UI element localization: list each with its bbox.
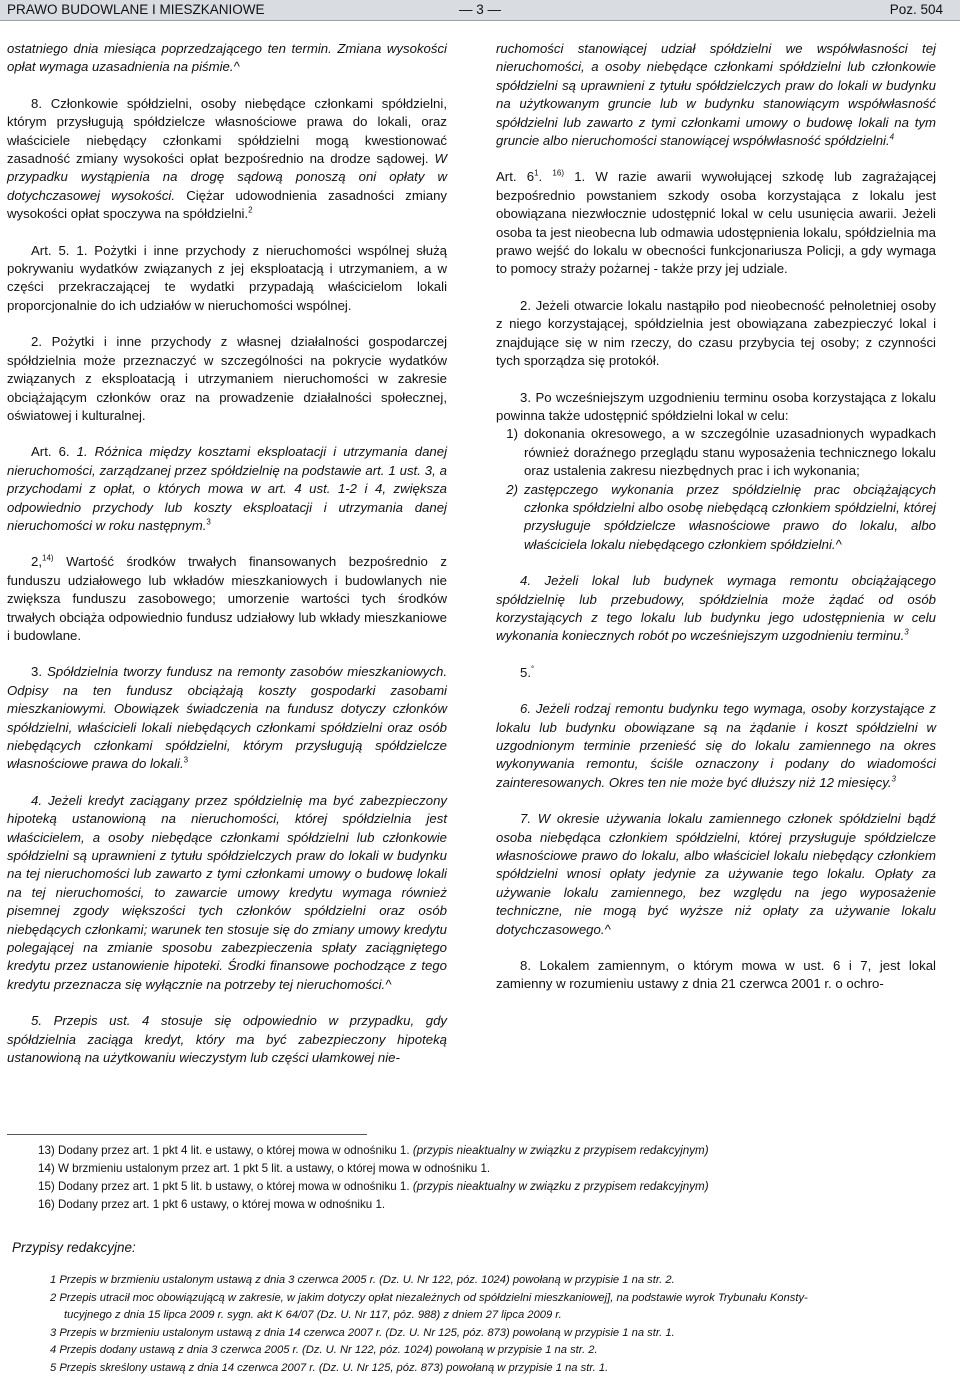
paragraph: ruchomości stanowiącej udział spółdzielni we współwłasności tej nieruchomości, a osoby niebędące członkami spółdzielni lub członkowie spółdzielni są uprawnieni z tytułu spółdzielczych praw do lokali w budynku na użytkowanym gruncie lub w budynku stanowiącym współwłasność spółdzielni lub zawarto z tymi członkami umowy o budowę lokali na tym gruncie albo nieruchomości stanowiącej współwłasność spółdzielni.$^4$: [496, 41, 936, 149]
footnote: 13) Dodany przez art. 1 pkt 4 lit. e ustawy, o której mowa w odnośniku 1. (przypis nieaktualny w związku z przypisem redakcyjnym): [38, 1144, 709, 1157]
footnote-ref: 14): [42, 553, 54, 563]
paragraph: 7. W okresie używania lokalu zamiennego członek spółdzielni bądź osoba niebędąca członkiem spółdzielni, której przysługuje spółdzielcze własnościowe prawo do lokalu, albo właściciel lokalu niebędący członkiem spółdzielni wnosi opłaty jedynie za używanie tego lokalu. Opłaty za używanie lokalu zamiennego, bez względu na jego wyposażenie techniczne, nie mogą być wyższe niż opłaty za używanie lokalu dotychczasowego.^: [496, 811, 936, 937]
page-header: [0, 0, 960, 21]
editorial-note: 1 Przepis w brzmieniu ustalonym ustawą z dnia 3 czerwca 2005 r. (Dz. U. Nr 122, póz. 1024) powołaną w przypisie 1 na str. 2.: [50, 1274, 675, 1286]
editorial-note: 2 Przepis utracił moc obowiązującą w zakresie, w jakim dotyczy opłat niezależnych od spółdzielni mieszkaniowej], na podstawie wyrok Trybunału Konsty-: [50, 1291, 808, 1304]
footnote-ref: 2: [248, 205, 253, 215]
footnotes: [38, 1142, 938, 1214]
footnote: 15) Dodany przez art. 1 pkt 5 lit. b ustawy, o której mowa w odnośniku 1. (przypis nieaktualny w związku z przypisem redakcyjnym): [38, 1180, 709, 1193]
footnote-ref: 3: [891, 774, 896, 784]
paragraph: 3. Po wcześniejszym uzgodnieniu terminu osoba korzystająca z lokalu powinna także udostępnić spółdzielni lokal w celu:: [496, 389, 936, 423]
footnote-ref: 3: [904, 627, 909, 637]
paragraph: 8. Członkowie spółdzielni, osoby niebędące członkami spółdzielni, którym przysługują spółdzielcze własnościowe prawa do lokali, oraz właściciele niebędący członkami spółdzielni mogą kwestionować zasadność zmiany wysokości opłat bezpośrednio na drodze sądowej. W przypadku wystąpienia na drogę sądową ponoszą oni opłaty w dotychczasowej wysokości. Ciężar udowodnienia zasadności zmiany wysokości opłat spoczywa na spółdzielni.$^2$: [7, 95, 447, 222]
paragraph: 8. Lokalem zamiennym, o którym mowa w ust. 6 i 7, jest lokal zamienny w rozumieniu ustawy z dnia 21 czerwca 2001 r. o ochro-: [496, 958, 936, 992]
page-number: — 3 —: [458, 2, 501, 17]
editorial-note: 5 Przepis skreślony ustawą z dnia 14 czerwca 2007 r. (Dz. U. Nr 125, póz. 873) powołaną w przypisie 1 na str. 1.: [50, 1361, 609, 1374]
footnote-divider: [7, 1134, 367, 1135]
position-number: Poz. 504: [889, 2, 943, 17]
editorial-note-continuation: tucyjnego z dnia 15 lipca 2009 r. sygn. akt K 64/07 (Dz. U. Nr 117, póz. 988) z dniem 27 lipca 2009 r.: [64, 1309, 562, 1322]
article-6-1: Art. $6^1$. $^{16)}$ 1. W razie awarii wywołującej szkodę lub zagrażającej bezpośrednio powstaniem szkody osoba korzystająca z lokalu jest obowiązana niezwłocznie udostępnić lokal w celu usunięcia awarii. Jeżeli osoba ta jest nieobecna lub odmawia udostępnienia lokalu, spółdzielnia ma prawo wejść do lokalu w obecności funkcjonariusza Policji, a gdy wymaga to pomocy straży pożarnej - także przy jej udziale.: [496, 169, 936, 277]
footnote-ref: 3: [206, 517, 211, 527]
editorial-notes: [50, 1272, 930, 1378]
header-title: PRAWO BUDOWLANE I MIESZKANIOWE: [7, 2, 265, 17]
left-column: [7, 40, 447, 1068]
paragraph: 4. Jeżeli kredyt zaciągany przez spółdzielnię ma być zabezpieczony hipoteką ustanowioną na nieruchomości, której spółdzielnia jest właścicielem, a osoby niebędące członkami spółdzielni lub członkowie spółdzielni są uprawnieni z tytułu spółdzielczych praw do lokali w budynku na tej nieruchomości lub zawarto z tymi członkami umowy o budowę lokali na tej nieruchomości, to zawarcie umowy kredytu wymaga również pisemnej zgody większości tych członków spółdzielni oraz osób niebędących członkami; warunek ten stosuje się do zmiany umowy kredytu polegającej na zmianie sposobu zabezpieczenia spłaty zaciągniętego kredytu przez ustanowienie hipoteki. Środki finansowe pochodzące z tego kredytu przeznacza się wyłącznie na potrzeby tej nieruchomości.^: [7, 792, 447, 992]
right-column: [496, 40, 936, 994]
paragraph: 2. Pożytki i inne przychody z własnej działalności gospodarczej spółdzielnia może przeznaczyć w szczególności na pokrycie wydatków związanych z eksploatacją i utrzymaniem nieruchomości w zakresie obciążającym członków oraz na prowadzenie działalności społecznej, oświatowej i kulturalnej.: [7, 334, 447, 423]
article-5: Art. 5. 1. Pożytki i inne przychody z nieruchomości wspólnej służą pokrywaniu wydatków związanych z jej eksploatacją i utrzymaniem, a w części przekraczającej te wydatki przypadają właścicielom lokali proporcjonalnie do ich udziałów w nieruchomości wspólnej.: [7, 242, 447, 313]
footnote-ref: 16): [552, 169, 564, 179]
paragraph: 3. Spółdzielnia tworzy fundusz na remonty zasobów mieszkaniowych. Odpisy na ten fundusz obciążają koszty gospodarki zasobami mieszkaniowymi. Obowiązek świadczenia na fundusz dotyczy członków spółdzielni, właścicieli lokali niebędących członkami spółdzielni oraz osób niebędących członkami spółdzielni, którym przysługują spółdzielcze własnościowe prawa do lokali.$^3$: [7, 664, 447, 772]
article-6: Art. 6. 1. Różnica między kosztami eksploatacji i utrzymania danej nieruchomości, zarządzanej przez spółdzielnię na podstawie art. 1 ust. 3, a przychodami z opłat, o których mowa w art. 4 ust. 1-2 i 4, zwiększa odpowiednio przychody lub koszty eksploatacji i utrzymania danej nieruchomości w roku następnym.$^3$: [7, 444, 448, 533]
editorial-note: 3 Przepis w brzmieniu ustalonym ustawą z dnia 14 czerwca 2007 r. (Dz. U. Nr 125, póz. 873) powołaną w przypisie 1 na str. 1.: [50, 1326, 675, 1339]
paragraph: 4. Jeżeli lokal lub budynek wymaga remontu obciążającego spółdzielnię lub przebudowy, spółdzielnia może żądać od osób korzystających z tego lokalu lub budynku jego udostępnienia w celu wykonania koniecznych robót po wcześniejszym uzgodnieniu terminu.$^3$: [496, 573, 936, 644]
footnote: 16) Dodany przez art. 1 pkt 6 ustawy, o której mowa w odnośniku 1.: [38, 1198, 386, 1211]
footnote: 14) W brzmieniu ustalonym przez art. 1 pkt 5 lit. a ustawy, o której mowa w odnośniku 1.: [38, 1162, 491, 1175]
editorial-notes-title: Przypisy redakcyjne:: [12, 1240, 136, 1255]
paragraph: 2,$^{14)}$ Wartość środków trwałych finansowanych bezpośrednio z funduszu udziałowego lub wkładów mieszkaniowych i budowlanych nie zwiększa funduszu zasobowego; umorzenie wartości tych środków trwałych obciąża odpowiednio fundusz udziałowy lub wkłady mieszkaniowe i budowlane.: [7, 553, 447, 643]
paragraph: 5. Przepis ust. 4 stosuje się odpowiednio w przypadku, gdy spółdzielnia zaciąga kredyt, który ma być zabezpieczony hipoteką ustanowioną na użytkowaniu wieczystym lub części ułamkowej nie-: [7, 1013, 447, 1066]
paragraph: ostatniego dnia miesiąca poprzedzającego ten termin. Zmiana wysokości opłat wymaga uzasadnienia na piśmie.^: [7, 41, 447, 75]
paragraph: 5.°: [520, 664, 535, 680]
footnote-ref: 3: [183, 756, 189, 766]
editorial-note: 4 Przepis dodany ustawą z dnia 3 czerwca 2005 r. (Dz. U. Nr 122, póz. 1024) powołaną w przypisie 1 na str. 2.: [50, 1344, 598, 1357]
footnote-ref: 4: [889, 132, 895, 142]
paragraph: 6. Jeżeli rodzaj remontu budynku tego wymaga, osoby korzystające z lokalu lub budynku obowiązane są na żądanie i koszt spółdzielni w uzgodnionym terminie przenieść się do lokalu zamiennego na okres wykonywania remontu, ściśle oznaczony i podany do wiadomości zainteresowanych. Okres ten nie może być dłuższy niż 12 miesięcy.$^3$: [496, 701, 936, 790]
list-item: 1) dokonania okresowego, a w szczególnie uzasadnionych wypadkach również doraźnego przeglądu stanu wyposażenia technicznego lokalu oraz ustalenia zakresu niezbędnych prac i ich wykonania;: [506, 426, 936, 479]
paragraph: 2. Jeżeli otwarcie lokalu nastąpiło pod nieobecność pełnoletniej osoby z niego korzystającej, spółdzielnia jest obowiązana zabezpieczyć lokal i znajdujące się w nim rzeczy, do czasu przybycia tej osoby; z czynności tych sporządza się protokół.: [496, 297, 936, 369]
list-item: 2) zastępczego wykonania przez spółdzielnię prac obciążających członka spółdzielni albo osobę niebędącą członkiem spółdzielni, której przysługuje spółdzielcze własnościowe prawo do lokalu, albo właściciela lokalu niebędącego członkiem spółdzielni.^: [506, 481, 936, 552]
